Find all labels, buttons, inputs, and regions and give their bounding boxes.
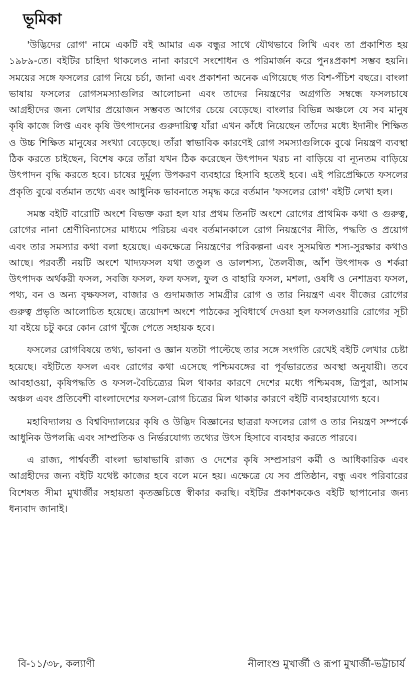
signature-footer [18,658,405,672]
paragraph-5: এ রাজ্য, পার্শ্ববর্তী বাংলা ভাষাভাষি রাজ্য ও দেশের কৃষি সম্প্রসারণ কর্মী ও আধিকারিক এবং আগ্রহীদের জন্য বইটি যথেষ্ট কাজের হবে বলে মনে হয়। এক্ষেত্রে যে সব প্রতিষ্ঠান, বন্ধু এবং পরিবারের বিশেষত সীমা মুখার্জীর সহায়তা কৃতজ্ঞচিত্তে স্বীকার করছি। বইটির প্রকাশককেও বইটি ছাপানোর জন্য ধন্যবাদ জানাই। [9,455,408,516]
paragraph-3: ফসলের রোগবিষয়ে তথ্য, ভাবনা ও জ্ঞান যতটা পাল্টেছে তার সঙ্গে সংগতি রেখেই বইটি লেখার চেষ্টা হয়েছে। বইটিতে ফসল এবং রোগের কথা এসেছে পশ্চিমবঙ্গের বা পূর্বভারতের অবস্থা অনুযায়ী। তবে আবহাওয়া, কৃষিপদ্ধতি ও ফসল-বৈচিত্র্যের মিল থাকার কারণে দেশের মধ্যে পশ্চিমবঙ্গ, ত্রিপুরা, আসাম অঞ্চল এবং প্রতিবেশী বাংলাদেশের ফসল-রোগ চিত্রের মিল থাকার কারণে বইটি ব্যবহারযোগ্য হবে। [9,345,408,406]
authors-text: নীলাংশু মুখার্জী ও রূপা মুখার্জী-ভট্টাচার্য [247,659,405,670]
page-title: ভূমিকা [23,10,62,28]
paragraph-4: মহাবিদ্যালয় ও বিশ্ববিদ্যালয়ের কৃষি ও উদ্ভিদ বিজ্ঞানের ছাত্ররা ফসলের রোগ ও তার নিয়ন্ত্রণ সম্পর্কে আধুনিক উপলব্ধি এবং সাম্প্রতিক ও নির্ভরযোগ্য তথ্যের উৎস হিসাবে ব্যবহার করতে পারবে। [9,416,408,444]
address-text: বি-১১/৩৮, কল্যাণী [18,659,95,670]
paragraph-1: 'উদ্ভিদের রোগ' নামে একটি বই আমার এক বন্ধুর সাথে যৌথভাবে লিখি এবং তা প্রকাশিত হয় ১৯৮৯-তে। বইটির চাহিদা থাকলেও নানা কারণে সংশোধন ও পরিমার্জন করে পুনঃপ্রকাশ সম্ভব হয়নি। সময়ের সঙ্গে ফসলের রোগ নিয়ে চর্চা, জানা এবং প্রকাশনা অনেক এগিয়েছে গত বিশ-পঁচিশ বছরে। বাংলা ভাষায় ফসলের রোগসমস্যাগুলির আলোচনা এবং তাদের নিয়ন্ত্রণের অগ্রগতি সম্বন্ধে ফসলচাষে আগ্রহীদের জন্য লেখার প্রয়োজন সম্ভবত আগের চেয়ে বেড়েছে। বাংলার বিভিন্ন অঞ্চলে যে সব মানুষ কৃষি কাজে লিপ্ত এবং কৃষি উৎপাদনের গুরুদায়িত্ব যাঁরা এখন কাঁধে নিয়েছেন তাঁদের মধ্যে ইদানীং শিক্ষিত ও উচ্চ শিক্ষিত মানুষের সংখ্যা বেড়েছে। তাঁরা স্বাভাবিক কারণেই রোগ সমস্যাগুলিকে বুঝে নিয়ন্ত্রণ ব্যবস্থা ঠিক করতে চাইছেন, বিশেষ করে তাঁরা যখন ঠিক করেছেন উৎপাদন খরচ না বাড়িয়ে বা ন্যূনতম বাড়িয়ে উৎপাদন বৃদ্ধি করতে হবে। চাষের দুর্মূল্য উপকরণ ব্যবহারে হিসাবি হতেই হবে। এই পরিপ্রেক্ষিতে ফসলের প্রকৃতি বুঝে বর্তমান তথ্যে এবং আধুনিক ভাবনাতে সমৃদ্ধ করে বর্তমান 'ফসলের রোগ' বইটি লেখা হল। [9,40,408,198]
paragraph-2: সমস্ত বইটি বারোটি অংশে বিভক্ত করা হল যার প্রথম তিনটি অংশে রোগের প্রাথমিক কথা ও গুরুত্ব, রোগের নানা শ্রেণীবিন্যাসের মাধ্যমে পরিচয় এবং বর্তমানকালে রোগ নিয়ন্ত্রণের নীতি, পদ্ধতি ও প্রয়োগ এবং তার সমস্যার কথা বলা হয়েছে। একক্ষেত্রে নিয়ন্ত্রণের পরিকল্পনা এবং সুসমন্বিত শস্য-সুরক্ষার কথাও আছে। পরবর্তী নয়টি অংশে খাদ্যফসল যথা তণ্ডুল ও ডালশস্য, তৈলবীজ, আঁশ উৎপাদক ও শর্করা উৎপাদক অর্থকরী ফসল, সবজি ফসল, ফল ফসল, ফুল ও বাহারি ফসল, মশলা, ওষধি ও নেশাদ্রব্য ফসল, পথ্য, বন ও অন্য বৃক্ষফসল, বাজার ও গুদামজাত সামগ্রীর রোগ ও তার নিয়ন্ত্রণ এবং বীজের রোগের গুরুত্ব প্রভৃতি আলোচিত হয়েছে। ত্রয়োদশ অংশে পাঠকের সুবিধার্থে দেওয়া হল ফসলওয়ারি রোগের সূচী যা বইয়ে চটু করে কোন রোগ খুঁজে পেতে সহায়ক হবে। [9,208,408,335]
